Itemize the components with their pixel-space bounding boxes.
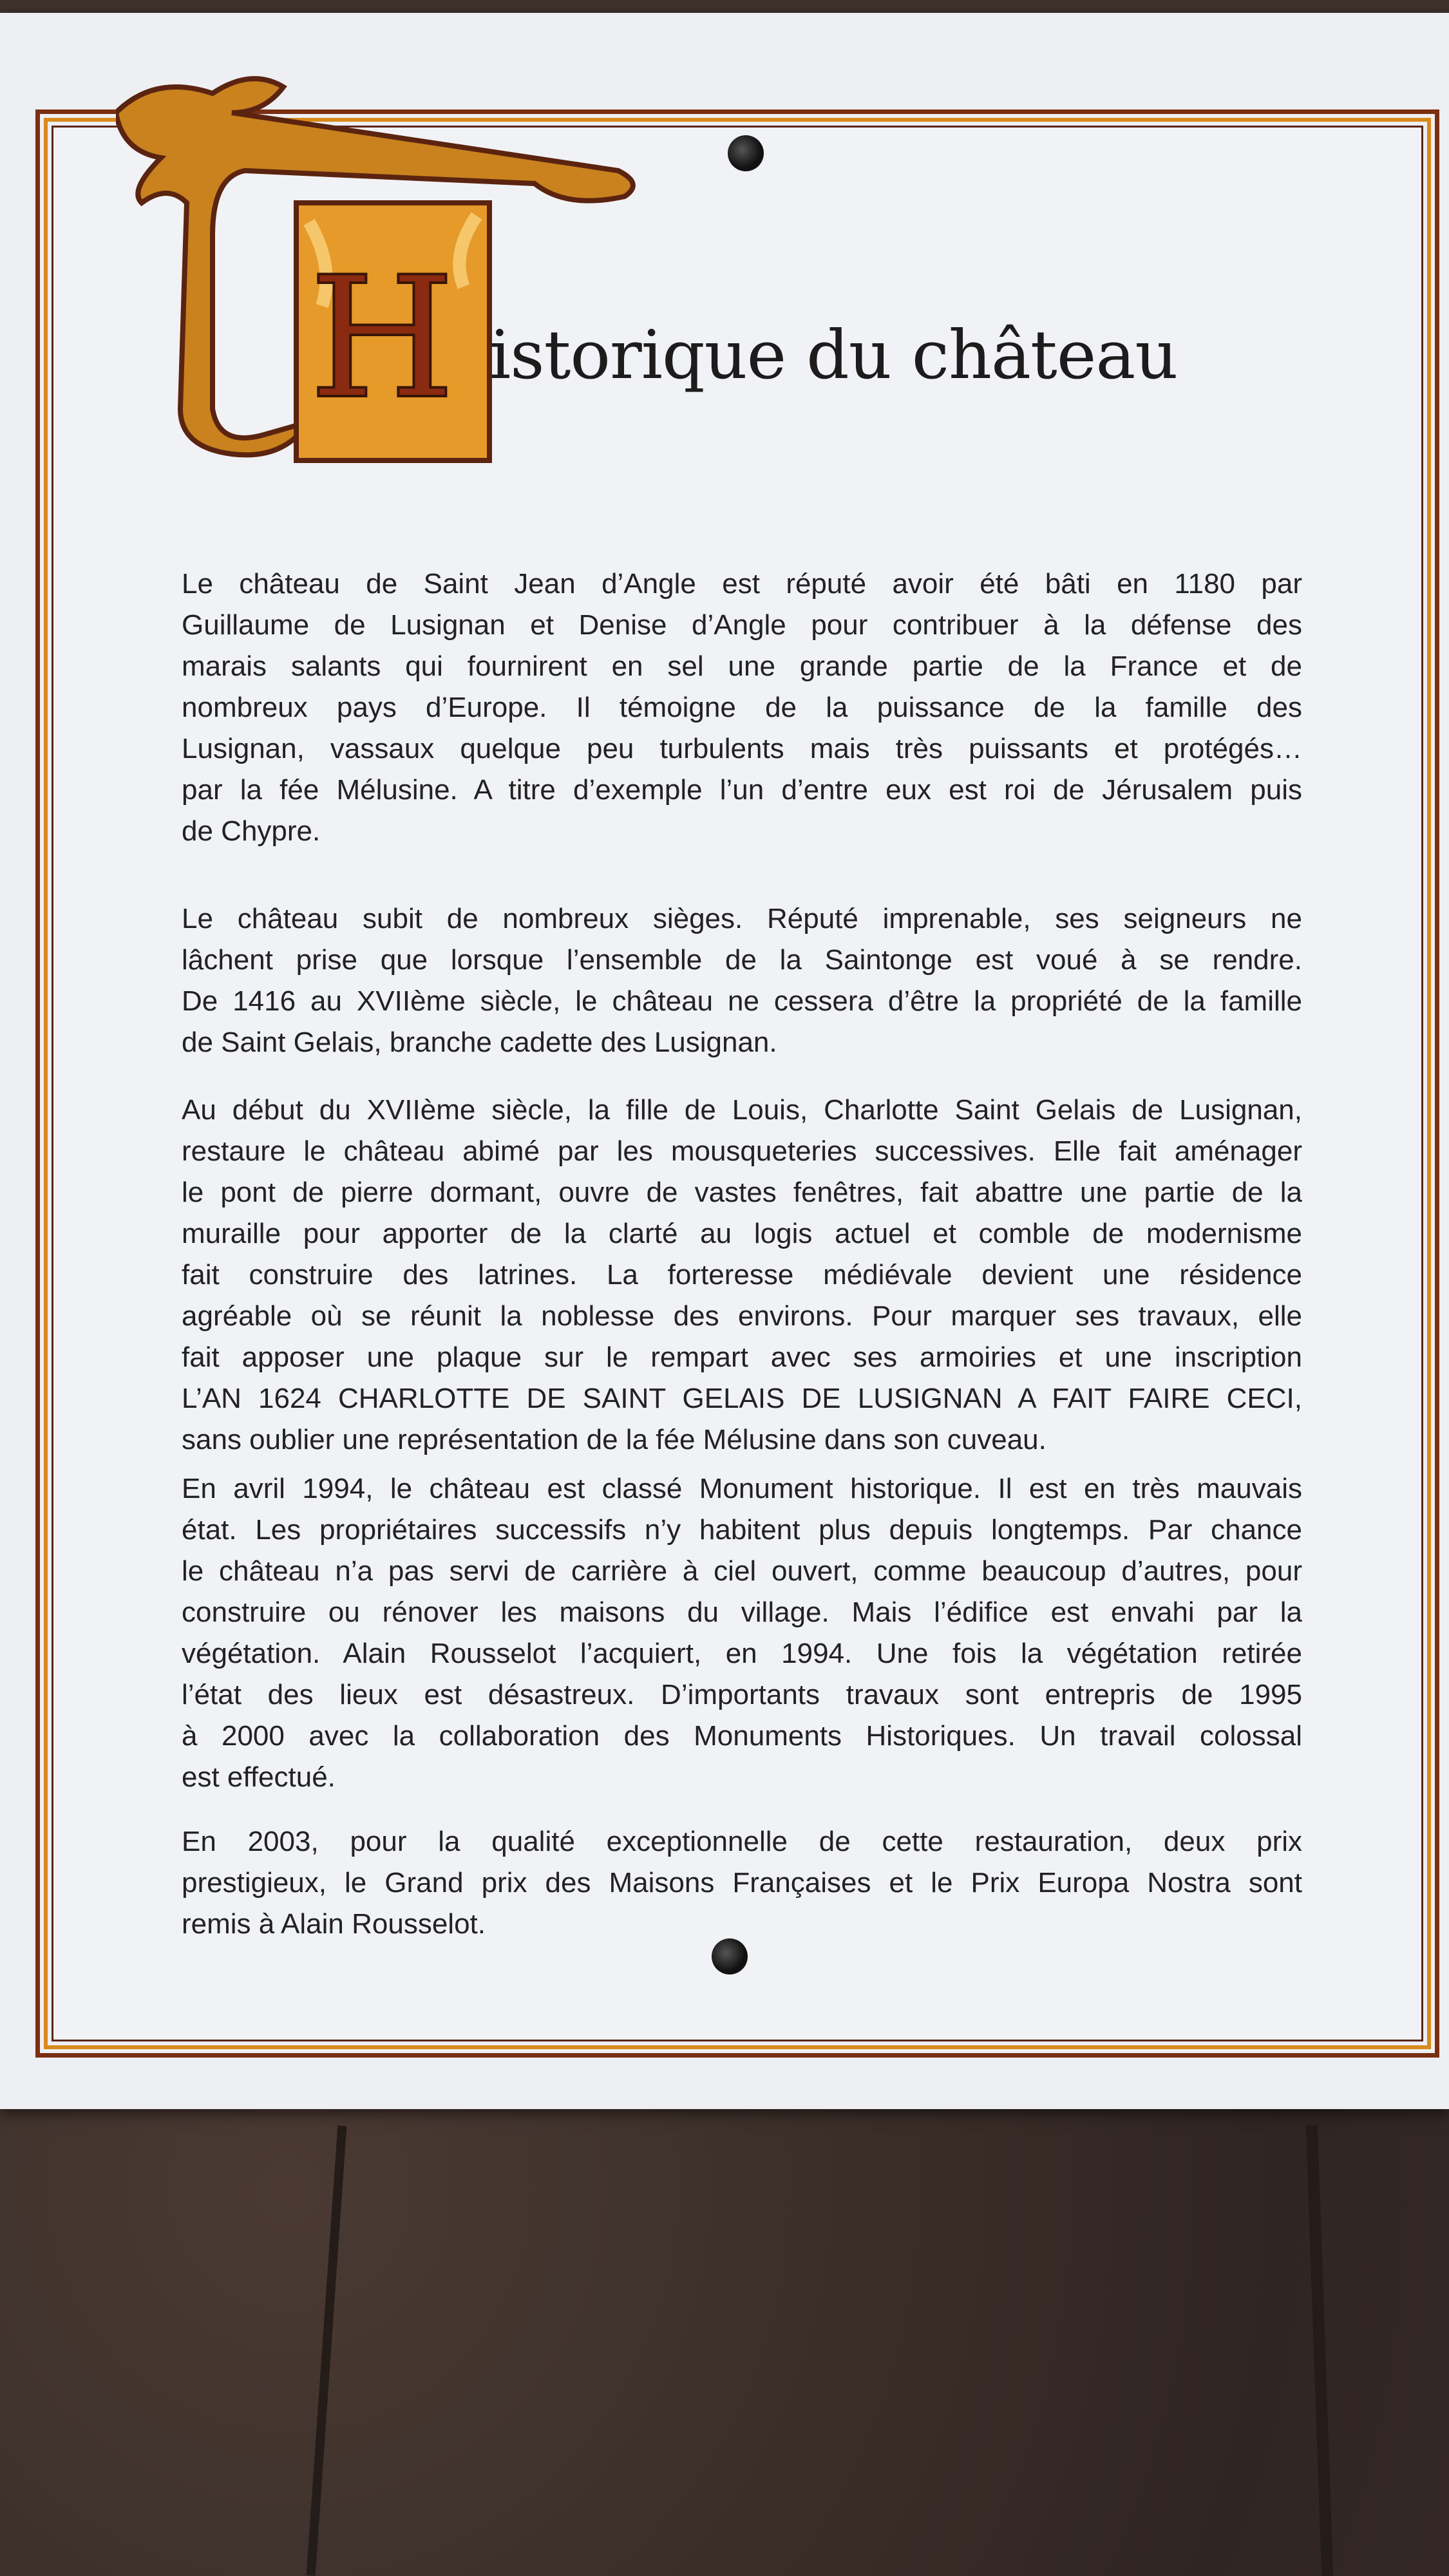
text-line: fait construire des latrines. La forteresse médiévale devient une résidence: [182, 1259, 1302, 1291]
page-title: istorique du château: [489, 316, 1178, 394]
text-line: En avril 1994, le château est classé Monument historique. Il est en très mauvais: [182, 1473, 1302, 1504]
text-line: à 2000 avec la collaboration des Monuments Historiques. Un travail colossal: [182, 1720, 1302, 1752]
text-line: végétation. Alain Rousselot l’acquiert, en 1994. Une fois la végétation retirée: [182, 1638, 1302, 1669]
text-line: lâchent prise que lorsque l’ensemble de la Saintonge est voué à se rendre.: [182, 944, 1302, 976]
text-line: le pont de pierre dormant, ouvre de vastes fenêtres, fait abattre une partie de la: [182, 1177, 1302, 1208]
text-line: Le château de Saint Jean d’Angle est réputé avoir été bâti en 1180 par: [182, 568, 1302, 600]
text-line: Au début du XVIIème siècle, la fille de Louis, Charlotte Saint Gelais de Lusignan,: [182, 1094, 1302, 1126]
wall-crack: [307, 2125, 347, 2575]
text-line: Lusignan, vassaux quelque peu turbulents mais très puissants et protégés…: [182, 733, 1302, 764]
text-line: l’état des lieux est désastreux. D’importants travaux sont entrepris de 1995: [182, 1679, 1302, 1710]
text-line: de Chypre.: [182, 815, 321, 847]
text-line: est effectué.: [182, 1761, 336, 1793]
screw-top: [728, 135, 764, 171]
text-line: le château n’a pas servi de carrière à ciel ouvert, comme beaucoup d’autres, pour: [182, 1555, 1302, 1587]
text-line: agréable où se réunit la noblesse des environs. Pour marquer ses travaux, elle: [182, 1300, 1302, 1332]
text-line: par la fée Mélusine. A titre d’exemple l’un d’entre eux est roi de Jérusalem puis: [182, 774, 1302, 806]
text-line: fait apposer une plaque sur le rempart avec ses armoiries et une inscription: [182, 1341, 1302, 1373]
text-line: marais salants qui fournirent en sel une grande partie de la France et de: [182, 650, 1302, 682]
information-sign: [0, 13, 1449, 2109]
wall-crack: [1306, 2125, 1333, 2576]
paragraph-1: [182, 564, 1302, 852]
text-line: prestigieux, le Grand prix des Maisons Françaises et le Prix Europa Nostra sont: [182, 1867, 1302, 1899]
paragraph-4: [182, 1468, 1302, 1798]
text-line: restaure le château abimé par les mousqueteries successives. Elle fait aménager: [182, 1135, 1302, 1167]
text-line: nombreux pays d’Europe. Il témoigne de la puissance de la famille des: [182, 692, 1302, 723]
text-line: En 2003, pour la qualité exceptionnelle de cette restauration, deux prix: [182, 1826, 1302, 1857]
paragraph-5: [182, 1821, 1302, 1945]
paragraph-3: [182, 1090, 1302, 1461]
text-line: de Saint Gelais, branche cadette des Lusignan.: [182, 1027, 777, 1058]
text-line: construire ou rénover les maisons du village. Mais l’édifice est envahi par la: [182, 1596, 1302, 1628]
title-initial: H: [309, 242, 455, 436]
illuminated-initial-ornament: [116, 74, 644, 473]
text-line: Le château subit de nombreux sièges. Réputé imprenable, ses seigneurs ne: [182, 903, 1302, 934]
text-line: Guillaume de Lusignan et Denise d’Angle pour contribuer à la défense des: [182, 609, 1302, 641]
text-line: De 1416 au XVIIème siècle, le château ne cessera d’être la propriété de la famille: [182, 985, 1302, 1017]
text-line: sans oublier une représentation de la fée Mélusine dans son cuveau.: [182, 1424, 1046, 1455]
paragraph-2: [182, 898, 1302, 1063]
text-line: remis à Alain Rousselot.: [182, 1908, 486, 1940]
text-line: état. Les propriétaires successifs n’y habitent plus depuis longtemps. Par chance: [182, 1514, 1302, 1546]
text-line: muraille pour apporter de la clarté au logis actuel et comble de modernisme: [182, 1218, 1302, 1249]
text-line: L’AN 1624 CHARLOTTE DE SAINT GELAIS DE LUSIGNAN A FAIT FAIRE CECI,: [182, 1383, 1302, 1414]
